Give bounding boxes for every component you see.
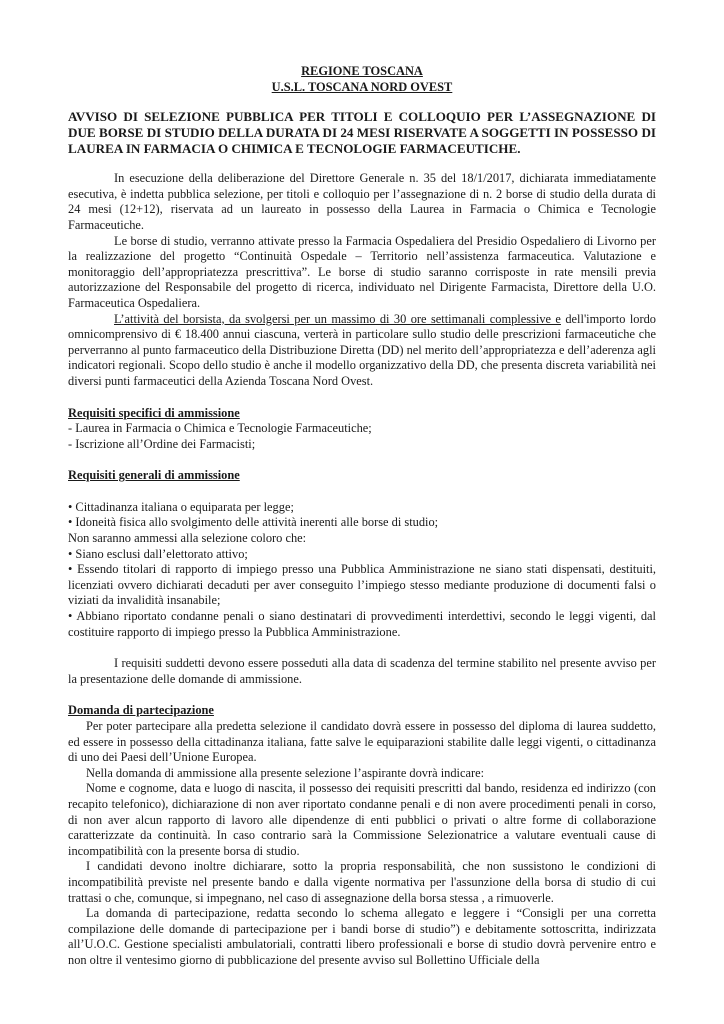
specific-requirements-heading: Requisiti specifici di ammissione xyxy=(68,405,240,420)
intro-paragraph-2: Le borse di studio, verranno attivate presso la Farmacia Ospedaliera del Presidio Ospedaliero di Livorno per la realizzazione del progetto “Continuità Ospedale – Territorio nell’assistenza farmaceutica. Valutazione e monitoraggio dell’appropriatezza prescrittiva”. Le borse di studio saranno corrisposte in rate mensili previa autorizzazione del Responsabile del progetto di ricerca, individuato nel Dirigente Farmacista, Direttore della U.O. Farmaceutica Ospedaliera. xyxy=(68,233,656,310)
application-paragraph-4: I candidati devono inoltre dichiarare, sotto la propria responsabilità, che non sussistono le condizioni di incompatibilità previste nel presente bando e dalla vigente normativa per l'assunzione della borsa di studio di cui trattasi o che, comunque, si impegnano, nel caso di assegnazione della borsa stessa , a rimuoverle. xyxy=(68,859,656,905)
general-requirement-item: • Cittadinanza italiana o equiparata per legge; xyxy=(68,499,294,514)
specific-requirement-item: - Iscrizione all’Ordine dei Farmacisti; xyxy=(68,436,256,451)
application-paragraph-5: La domanda di partecipazione, redatta secondo lo schema allegato e leggere i “Consigli per una corretta compilazione delle domande di partecipazione per i bandi borse di studio”) e debitamente sottoscritta, indirizzata all’U.O.C. Gestione specialisti ambulatoriali, contratti libero professionali e borse di studio dovrà pervenire entro e non oltre il ventesimo giorno di pubblicazione del presente avviso sul Bollettino Ufficiale della xyxy=(68,906,656,967)
exclusion-intro: Non saranno ammessi alla selezione coloro che: xyxy=(68,531,307,546)
notice-title: AVVISO DI SELEZIONE PUBBLICA PER TITOLI E COLLOQUIO PER L’ASSEGNAZIONE DI DUE BORSE DI STUDIO DELLA DURATA DI 24 MESI RISERVATE A SOGGETTI IN POSSESSO DI LAUREA IN FARMACIA O CHIMICA E TECNOLOGIE FARMACEUTICHE. xyxy=(68,109,656,157)
application-heading: Domanda di partecipazione xyxy=(68,703,214,718)
general-requirement-item: • Idoneità fisica allo svolgimento delle attività inerenti alle borse di studio; xyxy=(68,515,439,530)
exclusion-item: • Abbiano riportato condanne penali o siano destinatari di provvedimenti interdettivi, secondo le leggi vigenti, dal costituire rapporto di impiego presso la Pubblica Amministrazione. xyxy=(68,609,656,639)
exclusion-item: • Essendo titolari di rapporto di impiego presso una Pubblica Amministrazione ne siano stati dispensati, destituiti, licenziati ovvero dichiarati decaduti per aver conseguito l’impiego stesso mediante produzione di documenti falsi o viziati da invalidità insanabile; xyxy=(68,562,656,608)
intro-paragraph-1: In esecuzione della deliberazione del Direttore Generale n. 35 del 18/1/2017, dichiarata immediatamente esecutiva, è indetta pubblica selezione, per titoli e colloquio per l’assegnazione di n. 2 borse di studio della durata di 24 mesi (12+12), riservata ad un laureato in possesso della Laurea in Farmacia o Chimica e Tecnologie Farmaceutiche. xyxy=(68,171,656,232)
deadline-paragraph: I requisiti suddetti devono essere posseduti alla data di scadenza del termine stabilito nel presente avviso per la presentazione delle domande di ammissione. xyxy=(68,656,656,686)
general-requirements-heading: Requisiti generali di ammissione xyxy=(68,468,240,483)
intro-paragraph-3 xyxy=(68,312,656,390)
intro-paragraph-3-rest: dell'importo lordo omnicomprensivo di € 18.400 annui ciascuna, verterà in particolare sullo studio delle prescrizioni farmaceutiche che perverranno al punto farmaceutico della Distribuzione Diretta (DD) nel merito dell’appropriatezza e dell’aderenza agli indicatori regionali. Scopo dello studio è anche il modello organizzativo della DD, che presenta discreta variabilità nei diversi punti farmaceutici della Azienda Toscana Nord Ovest. xyxy=(68,311,656,388)
intro-paragraph-3-underlined: L’attività del borsista, da svolgersi per un massimo di 30 ore settimanali complessive e xyxy=(114,311,561,326)
application-paragraph-1: Per poter partecipare alla predetta selezione il candidato dovrà essere in possesso del diploma di laurea suddetto, ed essere in possesso della cittadinanza italiana, fatte salve le equiparazioni stabilite dalle leggi vigenti, o cittadinanza di uno dei Paesi dell’Unione Europea. xyxy=(68,719,656,765)
application-paragraph-2: Nella domanda di ammissione alla presente selezione l’aspirante dovrà indicare: xyxy=(86,765,485,780)
application-paragraph-3: Nome e cognome, data e luogo di nascita, il possesso dei requisiti prescritti dal bando, residenza ed indirizzo (con recapito telefonico), dichiarazione di non aver riportato condanne penali e di non avere procedimenti penali in corso, di non aver alcun rapporto di lavoro alle dipendenze di enti pubblici o privati o altre forme di collaborazione caratterizzate da continuità. In caso contrario sarà la Commissione Selezionatrice a valutare eventuali cause di incompatibilità con la presente borsa di studio. xyxy=(68,781,656,858)
region-heading: REGIONE TOSCANA xyxy=(301,64,423,78)
usl-heading: U.S.L. TOSCANA NORD OVEST xyxy=(271,79,453,94)
specific-requirement-item: - Laurea in Farmacia o Chimica e Tecnologie Farmaceutiche; xyxy=(68,421,372,436)
exclusion-item: • Siano esclusi dall’elettorato attivo; xyxy=(68,546,248,561)
document-page xyxy=(68,64,656,969)
